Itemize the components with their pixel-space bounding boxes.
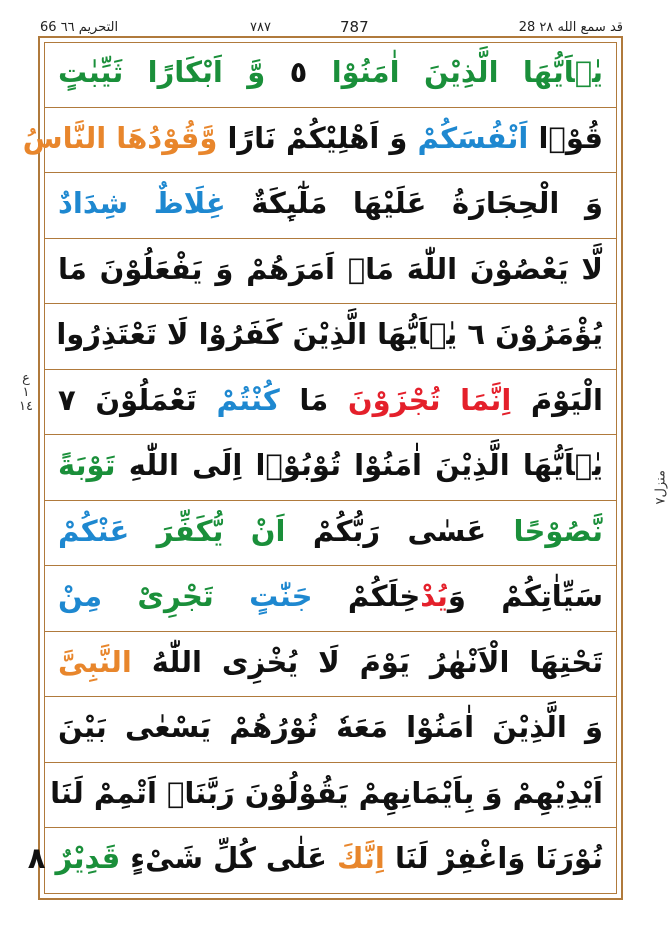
text-segment: لَّا یَعْصُوْنَ اللّٰهَ مَاۤ اَمَرَهُمْ وَ یَفْعَلُوْنَ مَا [58,251,603,286]
text-line [44,763,617,829]
text-segment: اِنَّكَ [326,841,385,876]
text-segment: یٰۤاَیُّھَا الَّذِیْنَ اٰمَنُوْا [307,55,603,89]
text-segment: قَدِیْرٌ [45,841,121,876]
text-segment: تَعْمَلُوْنَ ٧ [58,382,197,417]
text-segment: سَیِّاٰتِكُمْ وَ [447,579,603,614]
text-line [27,828,617,894]
text-segment: نَّصُوْحًا [486,513,603,548]
header-page-number: 787 [340,18,369,36]
text-segment: اِنَّمَا [440,382,512,417]
header-page-number-arabic: ٧٨٧ [250,20,271,35]
text-line [44,370,617,436]
text-segment: یٰۤاَیُّهَا الَّذِیْنَ كَفَرُوْا لَا تَعْتَذِرُوا [56,317,458,352]
text-segment: اَیْدِیْهِمْ وَ بِاَیْمَانِهِمْ یَقُوْلُوْنَ رَبَّنَاۤ اَتْمِمْ لَنَا [50,775,603,810]
text-segment: كُنْتُمْ [196,382,280,417]
text-segment: ثَیِّبٰتٍ [58,55,124,89]
text-line [44,173,617,239]
text-segment: خِلَكُمْ [312,579,421,614]
text-segment: عَسٰى رَبُّكُمْ [285,513,487,548]
text-segment: ٥ [265,55,308,89]
header-surah-label: 66 التحریم ٦٦ [40,20,119,35]
text-segment: اَنْ یُّكَفِّرَ [129,513,286,548]
page-header [40,18,623,38]
ruku-marker: ع ١ ١٤ [19,371,33,414]
text-segment: الْیَوْمَ [511,382,603,417]
text-segment: ٨ [27,841,46,876]
text-segment: وَّقُوْدُهَا النَّاسُ [22,120,218,155]
text-segment: عَلٰى كُلِّ شَیْءٍ [120,841,327,876]
text-segment: یُؤْمَرُوْنَ [485,317,603,352]
text-line [44,239,617,305]
text-segment: وَ الْحِجَارَةُ عَلَیْهَا مَلٰٓىِٕكَةٌ [225,186,603,221]
text-segment: مَا [279,382,329,417]
manzil-marker: منزل٧ [653,470,668,505]
text-segment: جَنّٰتٍ [213,579,313,614]
text-segment: وَ اَھْلِیْكُمْ نَارًا [217,120,408,155]
text-line [44,501,617,567]
text-segment: تَجْرِیْ [102,579,214,614]
text-segment: اللّٰهُ [131,644,202,679]
text-segment: وَّ اَبْكَارًا [123,55,266,89]
text-line [44,304,617,370]
text-segment: اَنْفُسَكُمْ [407,120,529,155]
text-segment: تَوْبَةً [58,448,116,483]
text-segment: غِلَاظٌ [128,186,226,221]
header-juz-label: 28 قد سمع الله ٢٨ [518,20,623,35]
text-line [44,632,617,698]
text-segment: یٰۤاَیُّهَا الَّذِیْنَ اٰمَنُوْا تُوْبُوْۤا اِلَى اللّٰهِ [115,448,603,483]
text-line [44,42,617,108]
text-segment: وَ الَّذِیْنَ اٰمَنُوْا مَعَهٗ نُوْرُهُمْ یَسْعٰى بَیْنَ [58,710,603,745]
text-segment: شِدَادٌ [58,186,129,221]
text-segment: نُوْرَنَا وَاغْفِرْ لَنَا [384,841,603,876]
text-line [44,697,617,763]
text-segment: قُوْۤا [528,120,603,155]
text-segment: تَحْتِهَا الْاَنْهٰرُ یَوْمَ لَا یُخْزِی [202,644,603,679]
text-segment: عَنْكُمْ [58,513,130,548]
text-segment: ٦ [457,317,486,352]
text-segment: مِنْ [58,579,103,614]
text-line [22,108,617,174]
text-segment: یُدْ [420,579,448,614]
text-segment: النَّبِیَّ [58,644,132,679]
text-line [44,566,617,632]
text-line [44,435,617,501]
text-segment: تُجْزَوْنَ [328,382,441,417]
